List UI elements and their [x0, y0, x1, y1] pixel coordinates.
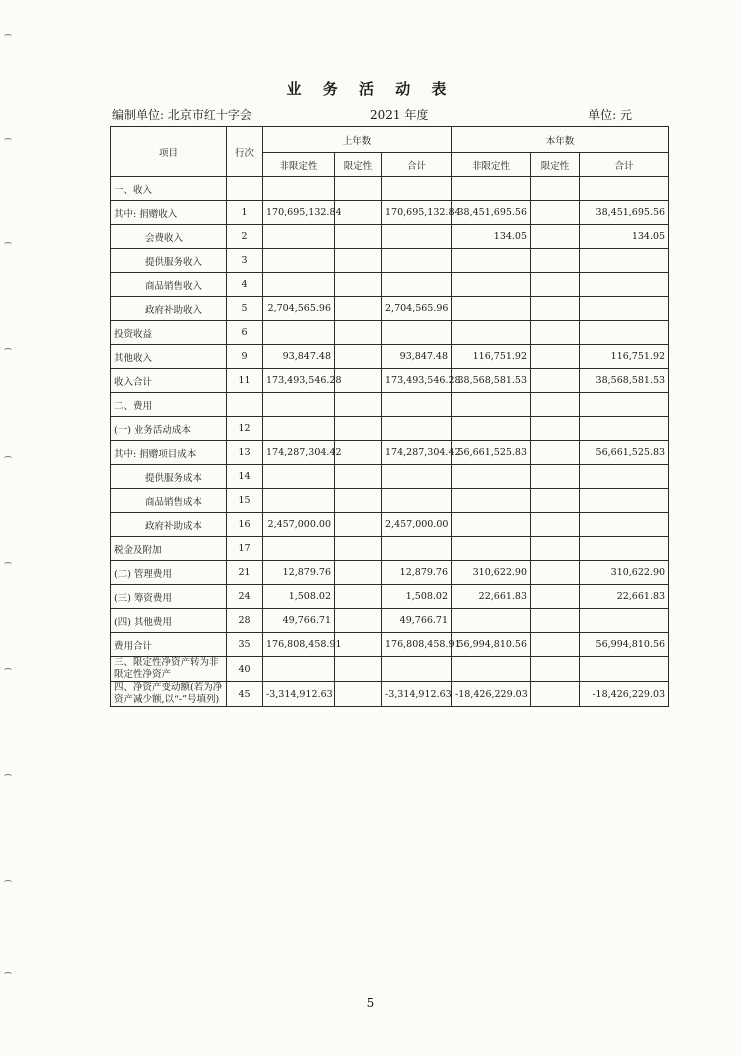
cell-prev-restricted	[335, 177, 382, 201]
cell-prev-unrestricted	[263, 537, 335, 561]
cell-prev-total	[382, 273, 452, 297]
cell-prev-unrestricted: 49,766.71	[263, 609, 335, 633]
cell-prev-total	[382, 657, 452, 682]
cell-curr-unrestricted	[452, 273, 531, 297]
cell-curr-total: -18,426,229.03	[580, 682, 669, 707]
cell-prev-unrestricted	[263, 273, 335, 297]
row-line-no: 28	[227, 609, 263, 633]
cell-prev-unrestricted	[263, 225, 335, 249]
cell-prev-restricted	[335, 537, 382, 561]
currency-unit: 单位: 元	[588, 108, 632, 122]
row-line-no: 9	[227, 345, 263, 369]
cell-prev-restricted	[335, 657, 382, 682]
cell-curr-restricted	[531, 297, 580, 321]
cell-curr-restricted	[531, 489, 580, 513]
cell-curr-total	[580, 417, 669, 441]
table-row	[111, 321, 669, 345]
cell-curr-restricted	[531, 657, 580, 682]
header-curr-restricted: 限定性	[531, 153, 580, 177]
cell-prev-total: 1,508.02	[382, 585, 452, 609]
cell-curr-unrestricted: 38,451,695.56	[452, 201, 531, 225]
table-row	[111, 513, 669, 537]
cell-prev-restricted	[335, 682, 382, 707]
cell-curr-total: 310,622.90	[580, 561, 669, 585]
cell-curr-restricted	[531, 465, 580, 489]
cell-prev-unrestricted	[263, 393, 335, 417]
cell-curr-total	[580, 657, 669, 682]
row-line-no	[227, 177, 263, 201]
row-item-label: 三、限定性净资产转为非限定性净资产	[111, 657, 227, 682]
table-row	[111, 369, 669, 393]
cell-curr-total	[580, 393, 669, 417]
row-item-label: 提供服务成本	[111, 465, 227, 489]
cell-curr-restricted	[531, 273, 580, 297]
cell-curr-total: 56,661,525.83	[580, 441, 669, 465]
header-prev-restricted: 限定性	[335, 153, 382, 177]
cell-prev-unrestricted: 176,808,458.91	[263, 633, 335, 657]
cell-curr-total	[580, 489, 669, 513]
cell-curr-unrestricted	[452, 489, 531, 513]
activity-statement-table	[110, 126, 669, 707]
table-row	[111, 657, 669, 682]
cell-prev-restricted	[335, 609, 382, 633]
row-item-label: 投资收益	[111, 321, 227, 345]
table-row	[111, 682, 669, 707]
cell-curr-restricted	[531, 345, 580, 369]
cell-prev-unrestricted: 2,704,565.96	[263, 297, 335, 321]
header-item: 项目	[111, 127, 227, 177]
cell-curr-restricted	[531, 249, 580, 273]
cell-prev-restricted	[335, 441, 382, 465]
cell-curr-unrestricted	[452, 537, 531, 561]
row-item-label: 其中: 捐赠项目成本	[111, 441, 227, 465]
cell-curr-total	[580, 537, 669, 561]
cell-curr-total	[580, 465, 669, 489]
cell-prev-total: -3,314,912.63	[382, 682, 452, 707]
row-line-no: 16	[227, 513, 263, 537]
binding-mark	[4, 668, 12, 673]
table-row	[111, 633, 669, 657]
row-line-no: 11	[227, 369, 263, 393]
table-row	[111, 417, 669, 441]
cell-curr-restricted	[531, 441, 580, 465]
table-row	[111, 273, 669, 297]
table-row	[111, 297, 669, 321]
cell-prev-restricted	[335, 633, 382, 657]
cell-curr-unrestricted: 310,622.90	[452, 561, 531, 585]
header-prev-year: 上年数	[263, 127, 452, 153]
cell-curr-total: 38,451,695.56	[580, 201, 669, 225]
header-line-no: 行次	[227, 127, 263, 177]
fiscal-year: 2021 年度	[370, 108, 429, 122]
row-item-label: 提供服务收入	[111, 249, 227, 273]
row-item-label: 会费收入	[111, 225, 227, 249]
cell-curr-unrestricted: -18,426,229.03	[452, 682, 531, 707]
table-row	[111, 609, 669, 633]
cell-curr-restricted	[531, 321, 580, 345]
cell-prev-restricted	[335, 369, 382, 393]
cell-prev-total: 93,847.48	[382, 345, 452, 369]
binding-mark	[4, 456, 12, 461]
cell-curr-restricted	[531, 609, 580, 633]
table-row	[111, 201, 669, 225]
row-line-no: 45	[227, 682, 263, 707]
table-row	[111, 393, 669, 417]
cell-curr-unrestricted: 22,661.83	[452, 585, 531, 609]
cell-prev-total: 173,493,546.28	[382, 369, 452, 393]
cell-prev-unrestricted	[263, 249, 335, 273]
binding-mark	[4, 348, 12, 353]
row-item-label: 一、收入	[111, 177, 227, 201]
row-line-no: 6	[227, 321, 263, 345]
cell-curr-total	[580, 249, 669, 273]
cell-curr-restricted	[531, 177, 580, 201]
cell-prev-restricted	[335, 513, 382, 537]
cell-curr-unrestricted	[452, 513, 531, 537]
header-prev-unrestricted: 非限定性	[263, 153, 335, 177]
cell-curr-unrestricted: 56,994,810.56	[452, 633, 531, 657]
cell-prev-total: 2,457,000.00	[382, 513, 452, 537]
row-item-label: 政府补助收入	[111, 297, 227, 321]
cell-curr-unrestricted: 56,661,525.83	[452, 441, 531, 465]
cell-prev-total	[382, 489, 452, 513]
row-item-label: 政府补助成本	[111, 513, 227, 537]
cell-curr-unrestricted: 134.05	[452, 225, 531, 249]
cell-prev-total: 2,704,565.96	[382, 297, 452, 321]
cell-prev-total: 49,766.71	[382, 609, 452, 633]
cell-curr-total: 134.05	[580, 225, 669, 249]
row-line-no	[227, 393, 263, 417]
cell-prev-total	[382, 249, 452, 273]
page-number: 5	[366, 996, 375, 1010]
header-curr-year: 本年数	[452, 127, 669, 153]
cell-prev-unrestricted: 93,847.48	[263, 345, 335, 369]
cell-curr-unrestricted: 38,568,581.53	[452, 369, 531, 393]
header-curr-unrestricted: 非限定性	[452, 153, 531, 177]
row-item-label: 四、净资产变动额(若为净资产减少额,以“-”号填列)	[111, 682, 227, 707]
cell-prev-total	[382, 417, 452, 441]
row-line-no: 24	[227, 585, 263, 609]
cell-prev-unrestricted	[263, 417, 335, 441]
cell-prev-restricted	[335, 585, 382, 609]
row-item-label: 其中: 捐赠收入	[111, 201, 227, 225]
cell-prev-unrestricted	[263, 465, 335, 489]
cell-prev-unrestricted: 170,695,132.84	[263, 201, 335, 225]
cell-prev-total: 170,695,132.84	[382, 201, 452, 225]
page-title: 业 务 活 动 表	[286, 80, 455, 98]
cell-prev-restricted	[335, 273, 382, 297]
header-prev-total: 合计	[382, 153, 452, 177]
cell-curr-unrestricted	[452, 177, 531, 201]
row-line-no: 3	[227, 249, 263, 273]
cell-curr-restricted	[531, 682, 580, 707]
cell-prev-unrestricted: 1,508.02	[263, 585, 335, 609]
cell-prev-total: 176,808,458.91	[382, 633, 452, 657]
row-line-no: 4	[227, 273, 263, 297]
table-row	[111, 465, 669, 489]
cell-curr-unrestricted	[452, 609, 531, 633]
cell-curr-unrestricted	[452, 249, 531, 273]
row-line-no: 17	[227, 537, 263, 561]
row-item-label: (二) 管理费用	[111, 561, 227, 585]
cell-prev-total	[382, 537, 452, 561]
cell-curr-restricted	[531, 561, 580, 585]
row-line-no: 13	[227, 441, 263, 465]
cell-prev-restricted	[335, 393, 382, 417]
cell-prev-restricted	[335, 561, 382, 585]
cell-curr-total: 38,568,581.53	[580, 369, 669, 393]
cell-prev-restricted	[335, 249, 382, 273]
cell-curr-unrestricted	[452, 297, 531, 321]
cell-prev-unrestricted	[263, 489, 335, 513]
table-row	[111, 489, 669, 513]
cell-curr-restricted	[531, 201, 580, 225]
cell-prev-restricted	[335, 297, 382, 321]
cell-prev-restricted	[335, 225, 382, 249]
cell-prev-unrestricted: 173,493,546.28	[263, 369, 335, 393]
cell-prev-total: 174,287,304.42	[382, 441, 452, 465]
row-item-label: (三) 筹资费用	[111, 585, 227, 609]
row-item-label: 二、费用	[111, 393, 227, 417]
cell-prev-unrestricted: 12,879.76	[263, 561, 335, 585]
row-item-label: 商品销售收入	[111, 273, 227, 297]
binding-mark	[4, 972, 12, 977]
cell-prev-unrestricted: -3,314,912.63	[263, 682, 335, 707]
cell-curr-restricted	[531, 369, 580, 393]
cell-prev-total	[382, 393, 452, 417]
cell-curr-unrestricted	[452, 321, 531, 345]
row-line-no: 5	[227, 297, 263, 321]
row-item-label: (一) 业务活动成本	[111, 417, 227, 441]
cell-curr-unrestricted	[452, 417, 531, 441]
binding-mark	[4, 880, 12, 885]
cell-curr-total	[580, 321, 669, 345]
table-row	[111, 561, 669, 585]
binding-mark	[4, 562, 12, 567]
binding-mark	[4, 138, 12, 143]
cell-prev-total	[382, 321, 452, 345]
cell-curr-restricted	[531, 513, 580, 537]
row-line-no: 1	[227, 201, 263, 225]
cell-curr-restricted	[531, 417, 580, 441]
row-line-no: 40	[227, 657, 263, 682]
cell-curr-total: 56,994,810.56	[580, 633, 669, 657]
cell-curr-restricted	[531, 585, 580, 609]
row-line-no: 12	[227, 417, 263, 441]
cell-curr-unrestricted	[452, 465, 531, 489]
cell-prev-total	[382, 177, 452, 201]
cell-curr-unrestricted	[452, 657, 531, 682]
cell-curr-total	[580, 297, 669, 321]
row-line-no: 15	[227, 489, 263, 513]
row-item-label: 其他收入	[111, 345, 227, 369]
reporting-organization: 编制单位: 北京市红十字会	[112, 108, 252, 122]
cell-curr-restricted	[531, 225, 580, 249]
binding-mark	[4, 242, 12, 247]
binding-mark	[4, 34, 12, 39]
report-meta	[112, 106, 672, 124]
cell-curr-unrestricted: 116,751.92	[452, 345, 531, 369]
cell-curr-restricted	[531, 633, 580, 657]
cell-prev-restricted	[335, 465, 382, 489]
cell-curr-total	[580, 273, 669, 297]
table-row	[111, 177, 669, 201]
cell-prev-unrestricted	[263, 657, 335, 682]
table-row	[111, 249, 669, 273]
cell-curr-total: 116,751.92	[580, 345, 669, 369]
cell-prev-restricted	[335, 417, 382, 441]
row-item-label: 收入合计	[111, 369, 227, 393]
row-item-label: 费用合计	[111, 633, 227, 657]
cell-curr-restricted	[531, 537, 580, 561]
cell-curr-unrestricted	[452, 393, 531, 417]
cell-curr-total: 22,661.83	[580, 585, 669, 609]
cell-prev-unrestricted	[263, 177, 335, 201]
table-row	[111, 537, 669, 561]
cell-prev-unrestricted: 174,287,304.42	[263, 441, 335, 465]
cell-prev-total	[382, 225, 452, 249]
table-body	[111, 177, 669, 707]
row-item-label: (四) 其他费用	[111, 609, 227, 633]
binding-mark	[4, 774, 12, 779]
cell-curr-restricted	[531, 393, 580, 417]
table-row	[111, 585, 669, 609]
cell-prev-unrestricted: 2,457,000.00	[263, 513, 335, 537]
cell-prev-total: 12,879.76	[382, 561, 452, 585]
cell-curr-total	[580, 609, 669, 633]
table-row	[111, 225, 669, 249]
row-line-no: 21	[227, 561, 263, 585]
header-curr-total: 合计	[580, 153, 669, 177]
cell-prev-restricted	[335, 321, 382, 345]
cell-prev-unrestricted	[263, 321, 335, 345]
row-line-no: 14	[227, 465, 263, 489]
cell-prev-restricted	[335, 489, 382, 513]
cell-prev-restricted	[335, 201, 382, 225]
cell-prev-total	[382, 465, 452, 489]
row-item-label: 商品销售成本	[111, 489, 227, 513]
row-line-no: 2	[227, 225, 263, 249]
table-row	[111, 441, 669, 465]
row-line-no: 35	[227, 633, 263, 657]
cell-prev-restricted	[335, 345, 382, 369]
table-row	[111, 345, 669, 369]
row-item-label: 税金及附加	[111, 537, 227, 561]
cell-curr-total	[580, 513, 669, 537]
cell-curr-total	[580, 177, 669, 201]
